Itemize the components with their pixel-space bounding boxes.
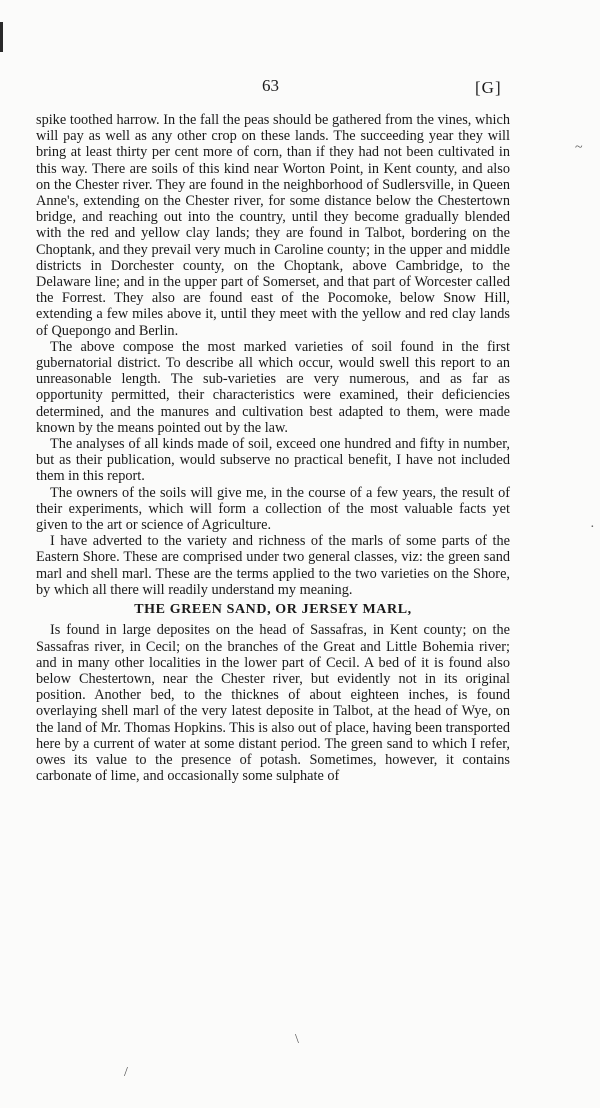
margin-mark: · xyxy=(590,520,595,535)
paragraph-owners: The owners of the soils will give me, in the course of a few years, the result of their experiments, which will form a collection of the most valuable facts yet given to the art or science of Agriculture. xyxy=(36,484,510,534)
body-text xyxy=(36,112,510,784)
section-heading: THE GREEN SAND, OR JERSEY MARL, xyxy=(134,602,412,618)
paragraph-green-sand: Is found in large deposites on the head of Sassafras, in Kent county; on the Sassafras river, in Cecil; on the branches of the Great and Little Bohemia river; and in many other localities in the lower part of Cecil. A bed of it is found also below Chestertown, near the Chester river, but evidently not in its original position. Another bed, to the thicknes of about eighteen inches, is found overlaying shell marl of the very latest deposite in Talbot, at the head of Wye, on the land of Mr. Thomas Hopkins. This is also out of place, having been transported here by a current of water at some distant period. The green sand to which I refer, owes its value to the presence of potash. Sometimes, however, it contains carbonate of lime, and occasionally some sulphate of xyxy=(36,622,510,785)
paragraph-soil-varieties: The above compose the most marked varieties of soil found in the first gubernatorial district. To describe all which occur, would swell this report to an unreasonable length. The sub-varieties are very numerous, and as far as opportunity permitted, their characteristics were examined, their deficiencies determined, and the manures and cultivation best adapted to them, were made known by the means pointed out by the law. xyxy=(36,338,510,436)
margin-mark: \ xyxy=(295,1032,299,1047)
page-number: 63 xyxy=(262,76,279,95)
paragraph-continued: spike toothed harrow. In the fall the peas should be gathered from the vines, which will pay as well as any other crop on these lands. The succeeding year they will bring at least thirty per cent more of corn, than if they had not been cultivated in this way. There are soils of this kind near Worton Point, in Kent county, and also on the Chester river. They are found in the neighborhood of Sudlersville, in Queen Anne's, extending on the Chester river, for some distance below the Chestertown bridge, and reaching out into the country, until they become gradually blended with the red and yellow clay lands; they are found in Talbot, bordering on the Choptank, and they prevail very much in Caroline county; in the upper and middle districts in Dorchester county, on the Choptank, above Cambridge, to the Delaware line; and in the upper part of Somerset, and that part of Worcester called the Forrest. They also are found east of the Pocomoke, below Snow Hill, extending a few miles above it, until they meet with the yellow and red clay lands of Quepongo and Berlin. xyxy=(36,112,510,339)
paragraph-analyses: The analyses of all kinds made of soil, exceed one hundred and fifty in number, but as their publication, would subserve no practical benefit, I have not included them in this report. xyxy=(36,436,510,485)
margin-mark: / xyxy=(124,1065,128,1080)
page-header xyxy=(0,76,600,98)
signature-mark: [G] xyxy=(475,78,502,97)
paragraph-marls: I have adverted to the variety and richness of the marls of some parts of the Eastern Shore. These are comprised under two general classes, viz: the green sand marl and shell marl. These are the terms applied to the two varieties on the Shore, by which all there will readily understand my meaning. xyxy=(36,533,510,598)
binding-edge-mark xyxy=(0,22,3,52)
margin-mark: ~ xyxy=(575,140,583,155)
